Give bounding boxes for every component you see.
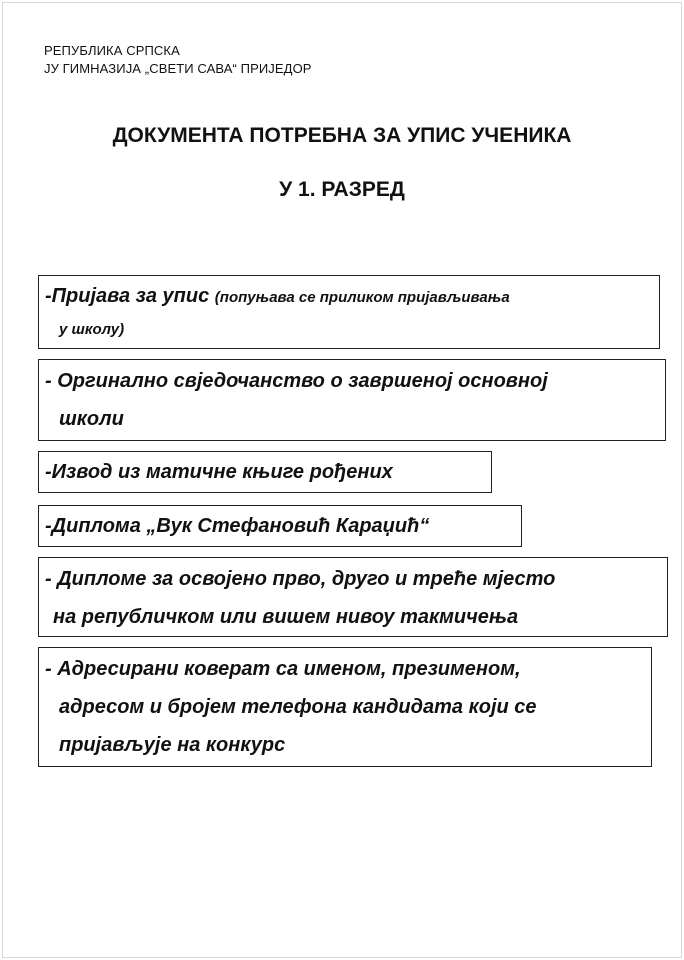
- item-application-label: -Пријава за упис: [45, 285, 215, 307]
- item-application-note: (попуњава се приликом пријављивања: [214, 289, 510, 306]
- item-certificate: [38, 359, 666, 441]
- item-certificate-line2: школи: [59, 408, 124, 430]
- document-header: [44, 42, 312, 78]
- item-envelope-line2: адресом и бројем телефона кандидата који се: [59, 696, 537, 718]
- item-birth-record: [38, 451, 492, 493]
- document-subtitle: У 1. РАЗРЕД: [279, 178, 405, 201]
- document-title: ДОКУМЕНТА ПОТРЕБНА ЗА УПИС УЧЕНИКА: [112, 124, 572, 147]
- header-republic: РЕПУБЛИКА СРПСКА: [44, 43, 180, 58]
- item-birth-record-line1: -Извод из матичне књиге рођених: [45, 461, 393, 483]
- item-envelope-line3: пријављује на конкурс: [59, 734, 286, 756]
- item-competition-line2: на републичком или вишем нивоу такмичења: [53, 606, 519, 628]
- item-competition-line1: - Дипломе за освојено прво, друго и треће мјесто: [45, 568, 556, 590]
- item-application-note-cont: у школу): [59, 321, 125, 338]
- item-diploma-line1: -Диплома „Вук Стефановић Караџић“: [45, 515, 430, 537]
- item-envelope: [38, 647, 652, 767]
- item-envelope-line1: - Адресирани коверат са именом, презименом,: [45, 658, 521, 680]
- item-certificate-line1: - Оргинално свједочанство о завршеној основној: [45, 370, 548, 392]
- item-diploma: [38, 505, 522, 547]
- header-school: ЈУ ГИМНАЗИЈА „СВЕТИ САВА“ ПРИЈЕДОР: [44, 61, 312, 76]
- item-competition-diplomas: [38, 557, 668, 637]
- item-application: [38, 275, 660, 349]
